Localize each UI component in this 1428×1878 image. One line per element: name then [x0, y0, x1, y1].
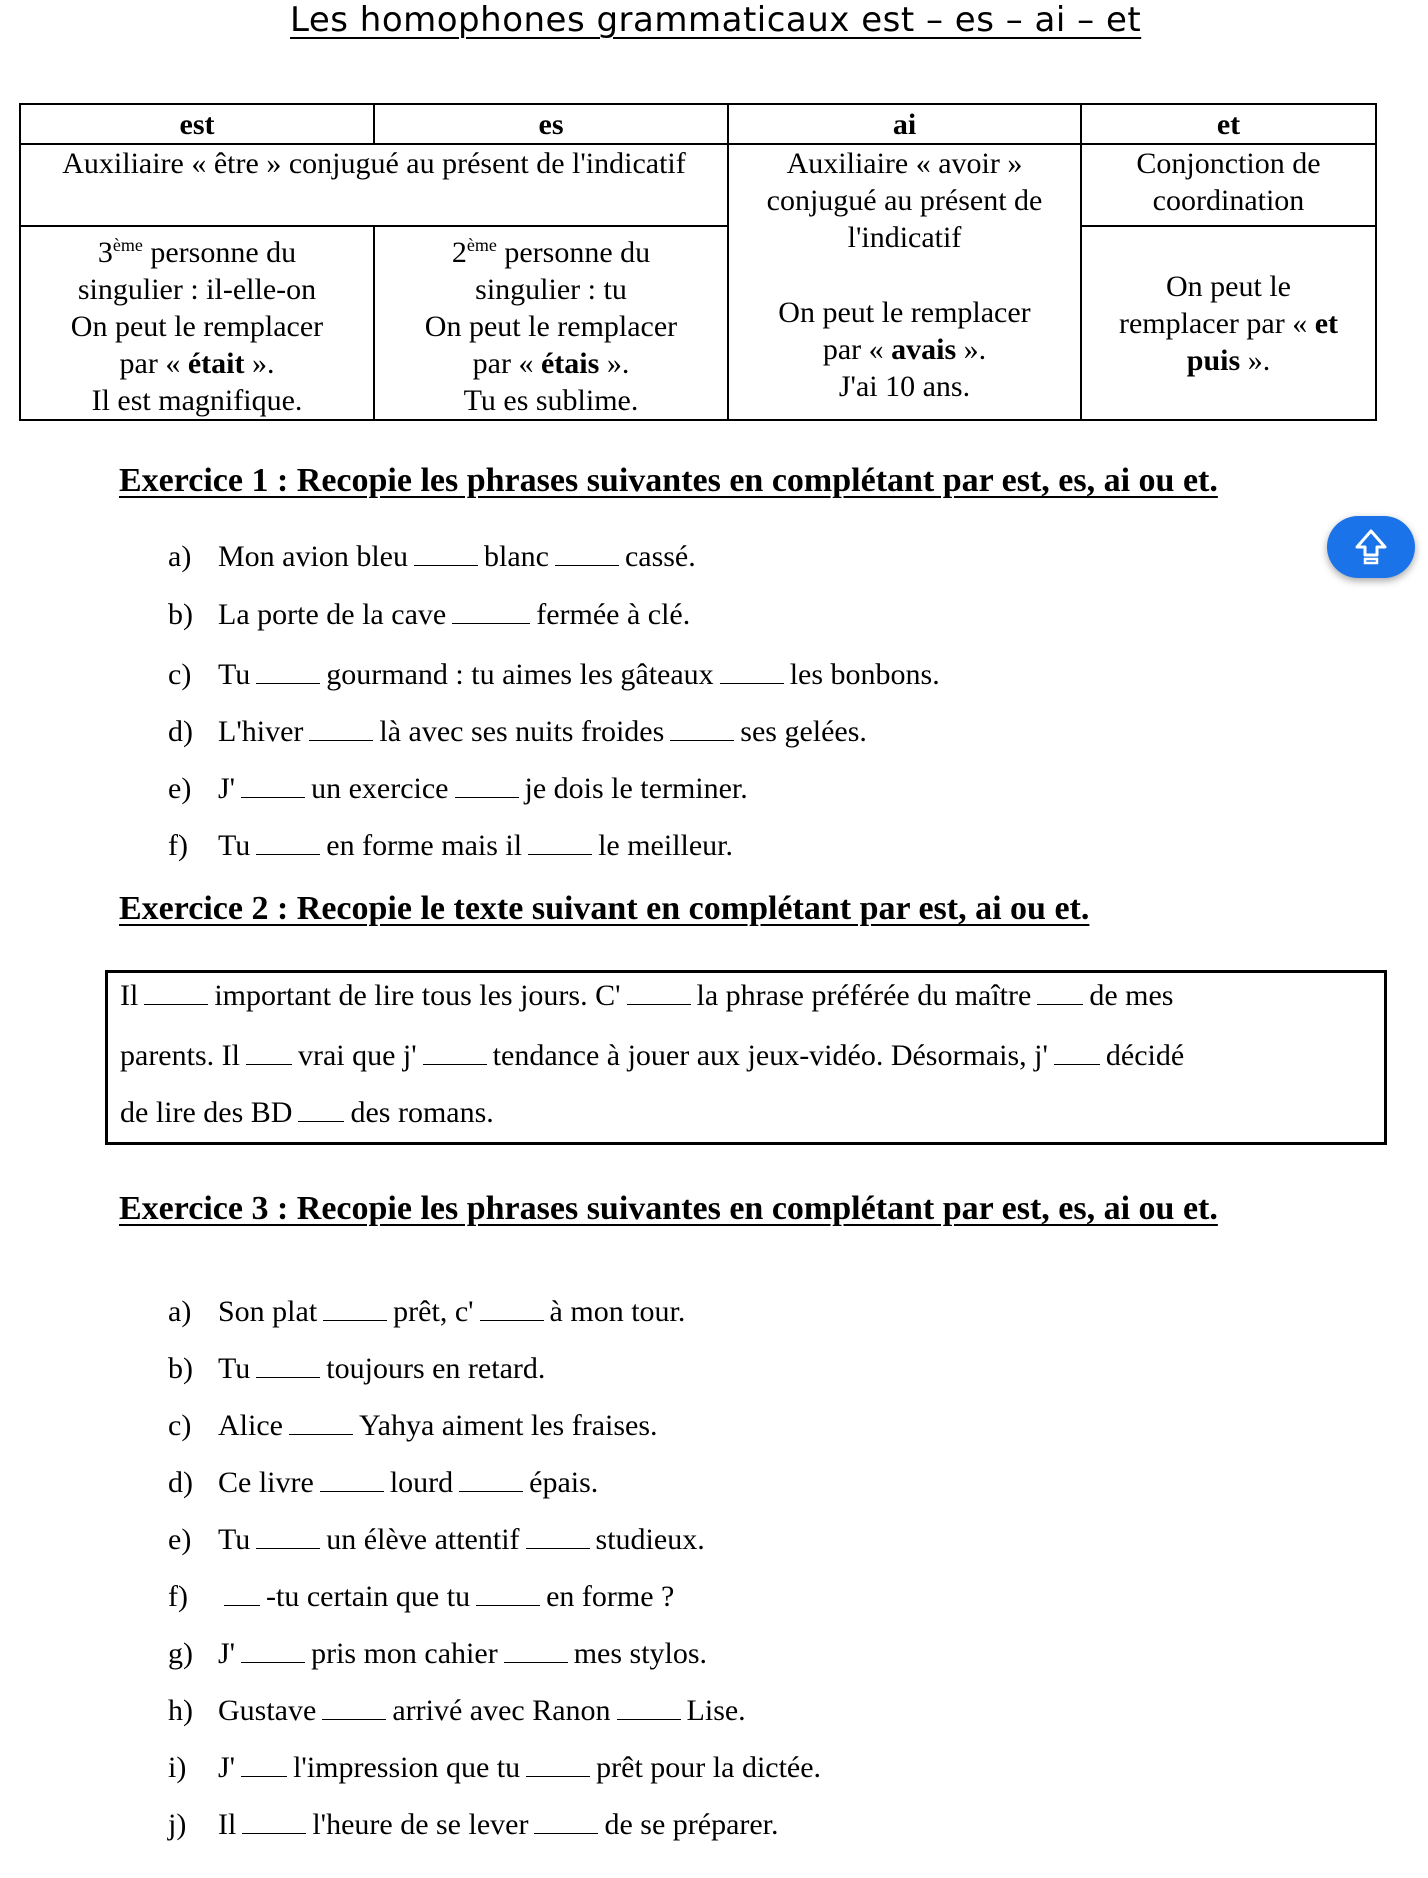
arrow-up-icon [1354, 527, 1388, 567]
answer-blank[interactable] [256, 1355, 320, 1378]
answer-blank[interactable] [256, 661, 320, 684]
answer-blank[interactable] [414, 543, 478, 566]
answer-blank[interactable] [528, 832, 592, 855]
header-es: es [374, 104, 728, 144]
answer-blank[interactable] [720, 661, 784, 684]
ai-example: J'ai 10 ans. [838, 370, 971, 403]
answer-blank[interactable] [555, 543, 619, 566]
exercise2-title: Exercice 2 : Recopie le texte suivant en complétant par est, ai ou et. [119, 890, 1090, 927]
list-item: f) Tu en forme mais il le meilleur. [168, 829, 734, 862]
ai-rule: On peut le remplacer [778, 296, 1031, 329]
answer-blank[interactable] [476, 1583, 540, 1606]
answer-blank[interactable] [480, 1298, 544, 1321]
cell-est: 3ème personne du singulier : il-elle-on On peut le remplacer par « était ». Il est magnifique. [20, 226, 374, 420]
answer-blank[interactable] [670, 718, 734, 741]
answer-blank[interactable] [1037, 982, 1083, 1005]
answer-blank[interactable] [459, 1469, 523, 1492]
answer-blank[interactable] [627, 982, 691, 1005]
answer-blank[interactable] [242, 1811, 306, 1834]
answer-blank[interactable] [526, 1526, 590, 1549]
header-ai: ai [728, 104, 1081, 144]
answer-blank[interactable] [534, 1811, 598, 1834]
answer-blank[interactable] [241, 1754, 287, 1777]
answer-blank[interactable] [322, 1697, 386, 1720]
header-est: est [20, 104, 374, 144]
text-line: Il important de lire tous les jours. C' la phrase préférée du maître de mes [120, 979, 1174, 1012]
def-avoir-line2: conjugué au présent de [766, 184, 1043, 217]
def-avoir-line1: Auxiliaire « avoir » [786, 147, 1023, 180]
answer-blank[interactable] [224, 1583, 260, 1606]
list-item: i) J' l'impression que tu prêt pour la dictée. [168, 1751, 822, 1784]
list-item: b) La porte de la cave fermée à clé. [168, 598, 691, 631]
scroll-up-button[interactable] [1327, 516, 1415, 578]
cell-es: 2ème personne du singulier : tu On peut le remplacer par « étais ». Tu es sublime. [374, 226, 728, 420]
answer-blank[interactable] [241, 775, 305, 798]
exercise2-text-box [105, 970, 1387, 1145]
header-et: et [1081, 104, 1376, 144]
list-item: e) Tu un élève attentif studieux. [168, 1523, 705, 1556]
cell-ai [728, 144, 1081, 420]
answer-blank[interactable] [452, 601, 530, 624]
def-etre: Auxiliaire « être » conjugué au présent de l'indicatif [20, 144, 728, 226]
list-item: j) Il l'heure de se lever de se préparer. [168, 1808, 779, 1841]
answer-blank[interactable] [423, 1042, 487, 1065]
text-line: parents. Il vrai que j' tendance à jouer aux jeux-vidéo. Désormais, j' décidé [120, 1039, 1185, 1072]
list-item: e) J' un exercice je dois le terminer. [168, 772, 748, 805]
answer-blank[interactable] [323, 1298, 387, 1321]
answer-blank[interactable] [504, 1640, 568, 1663]
answer-blank[interactable] [526, 1754, 590, 1777]
answer-blank[interactable] [617, 1697, 681, 1720]
answer-blank[interactable] [256, 1526, 320, 1549]
list-item: c) Tu gourmand : tu aimes les gâteaux les bonbons. [168, 658, 940, 691]
list-item: d) Ce livre lourd épais. [168, 1466, 599, 1499]
def-et: Conjonction de coordination [1081, 144, 1376, 226]
homophones-table [19, 103, 1377, 421]
answer-blank[interactable] [241, 1640, 305, 1663]
exercise1-title: Exercice 1 : Recopie les phrases suivantes en complétant par est, es, ai ou et. [119, 462, 1218, 499]
list-item: a) Mon avion bleu blanc cassé. [168, 540, 696, 573]
answer-blank[interactable] [309, 718, 373, 741]
def-avoir-line3: l'indicatif [847, 221, 962, 254]
page-title: Les homophones grammaticaux est – es – ai – et [290, 0, 1142, 40]
answer-blank[interactable] [256, 832, 320, 855]
list-item: f) -tu certain que tu en forme ? [168, 1580, 675, 1613]
list-item: h) Gustave arrivé avec Ranon Lise. [168, 1694, 746, 1727]
list-item: g) J' pris mon cahier mes stylos. [168, 1637, 708, 1670]
list-item: d) L'hiver là avec ses nuits froides ses gelées. [168, 715, 867, 748]
exercise3-title: Exercice 3 : Recopie les phrases suivantes en complétant par est, es, ai ou et. [119, 1190, 1218, 1227]
answer-blank[interactable] [246, 1042, 292, 1065]
ai-replace: par « avais ». [822, 333, 987, 366]
answer-blank[interactable] [1054, 1042, 1100, 1065]
answer-blank[interactable] [144, 982, 208, 1005]
list-item: a) Son plat prêt, c' à mon tour. [168, 1295, 686, 1328]
list-item: b) Tu toujours en retard. [168, 1352, 546, 1385]
cell-et: On peut le remplacer par « et puis ». [1081, 226, 1376, 420]
answer-blank[interactable] [289, 1412, 353, 1435]
list-item: c) Alice Yahya aiment les fraises. [168, 1409, 658, 1442]
answer-blank[interactable] [455, 775, 519, 798]
answer-blank[interactable] [298, 1099, 344, 1122]
text-line: de lire des BD des romans. [120, 1096, 494, 1129]
answer-blank[interactable] [320, 1469, 384, 1492]
